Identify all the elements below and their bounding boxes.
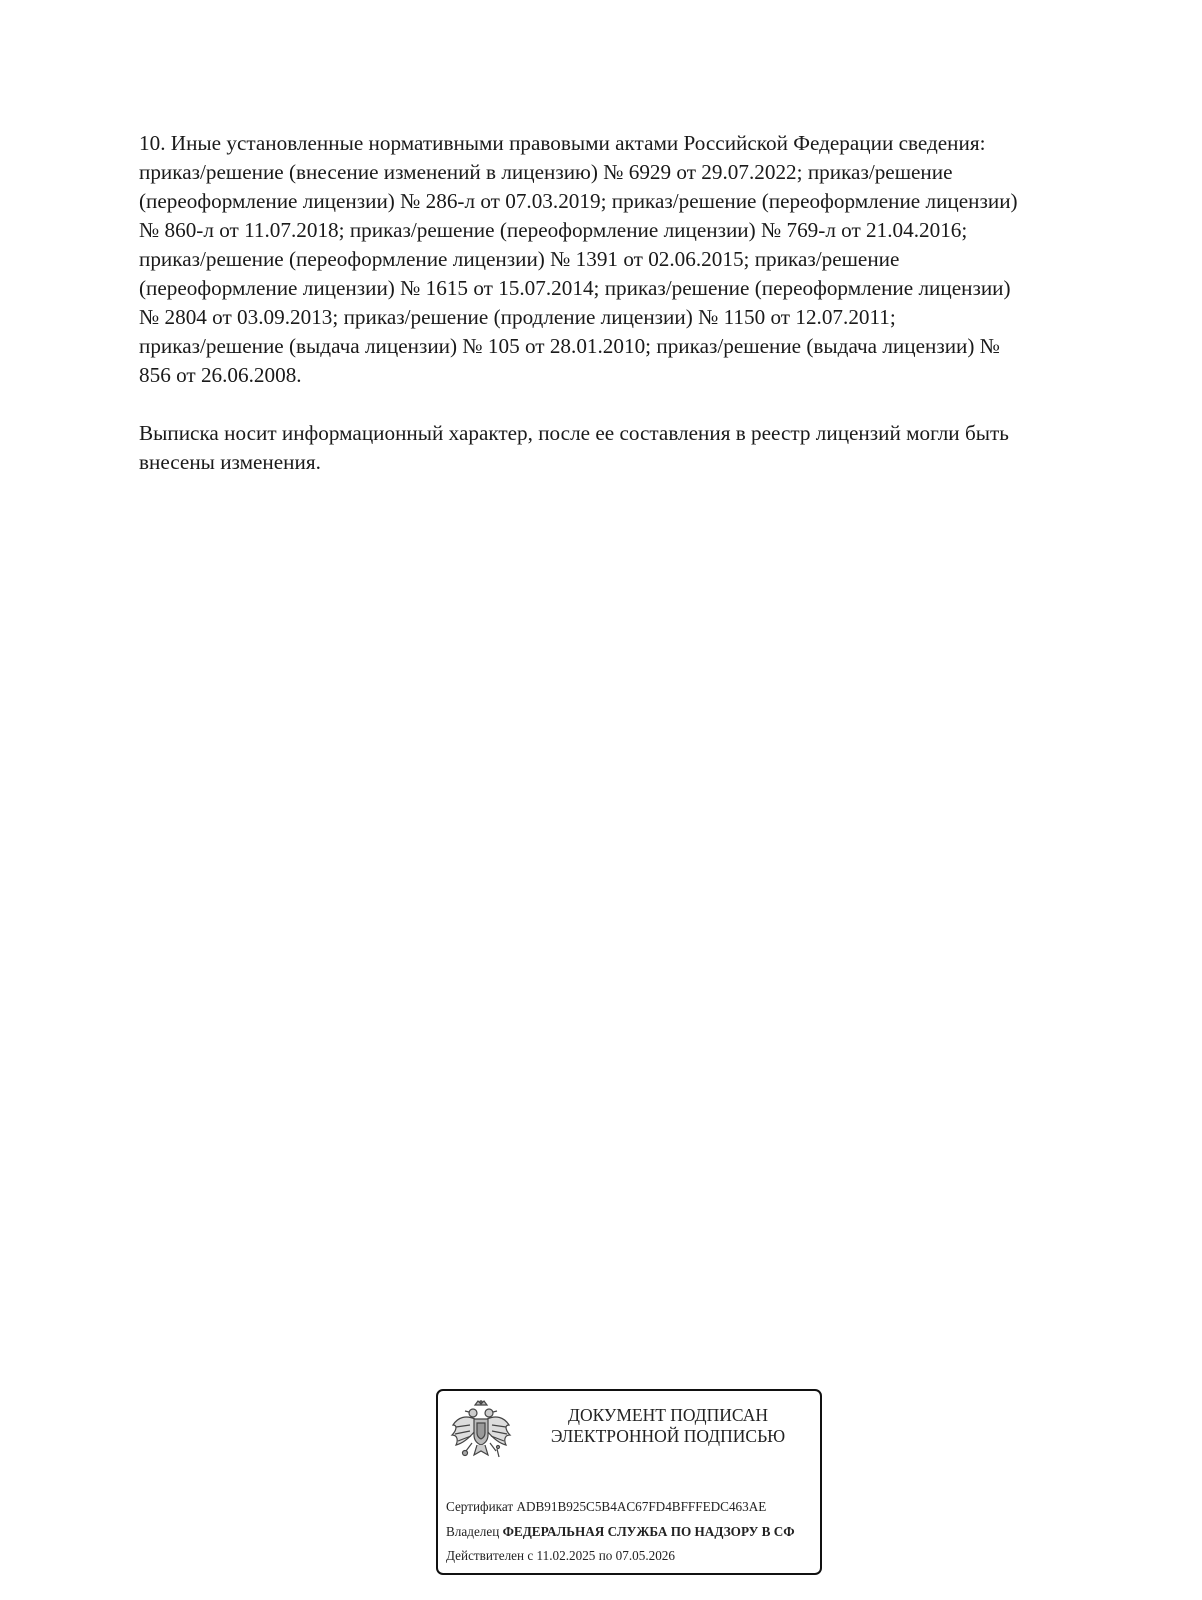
document-body	[139, 129, 1124, 477]
section-10-line: приказ/решение (выдача лицензии) № 105 от 28.01.2010; приказ/решение (выдача лицензии) №	[139, 334, 1000, 358]
stamp-title	[530, 1405, 806, 1447]
section-10-line: 10. Иные установленные нормативными правовыми актами Российской Федерации сведения:	[139, 131, 986, 155]
owner-line	[446, 1524, 795, 1540]
section-10-line: (переоформление лицензии) № 286-л от 07.03.2019; приказ/решение (переоформление лицензии)	[139, 189, 1018, 213]
section-10-line: приказ/решение (внесение изменений в лицензию) № 6929 от 29.07.2022; приказ/решение	[139, 160, 953, 184]
validity-to-label: по	[598, 1548, 613, 1563]
section-10-line: 856 от 26.06.2008.	[139, 363, 302, 387]
valid-to-date: 07.05.2026	[615, 1548, 675, 1563]
certificate-label: Сертификат	[446, 1499, 514, 1514]
section-10-paragraph	[139, 129, 1124, 390]
notice-line: внесены изменения.	[139, 450, 321, 474]
certificate-line	[446, 1499, 766, 1515]
section-10-line: приказ/решение (переоформление лицензии) № 1391 от 02.06.2015; приказ/решение	[139, 247, 900, 271]
validity-line	[446, 1548, 675, 1564]
notice-line: Выписка носит информационный характер, после ее составления в реестр лицензий могли быть	[139, 421, 1009, 445]
valid-from-date: 11.02.2025	[536, 1548, 596, 1563]
notice-paragraph	[139, 419, 1124, 477]
owner-label: Владелец	[446, 1524, 500, 1539]
russian-coat-of-arms-icon	[448, 1399, 514, 1465]
validity-label: Действителен с	[446, 1548, 534, 1563]
stamp-title-line: ЭЛЕКТРОННОЙ ПОДПИСЬЮ	[550, 1426, 786, 1446]
section-10-line: № 2804 от 03.09.2013; приказ/решение (продление лицензии) № 1150 от 12.07.2011;	[139, 305, 896, 329]
section-10-line: № 860-л от 11.07.2018; приказ/решение (переоформление лицензии) № 769-л от 21.04.2016;	[139, 218, 968, 242]
section-10-line: (переоформление лицензии) № 1615 от 15.07.2014; приказ/решение (переоформление лицензии)	[139, 276, 1011, 300]
stamp-title-line: ДОКУМЕНТ ПОДПИСАН	[568, 1405, 768, 1425]
certificate-value: ADB91B925C5B4AC67FD4BFFFEDC463AE	[516, 1499, 767, 1514]
paragraph-spacer	[139, 390, 1124, 419]
owner-value: ФЕДЕРАЛЬНАЯ СЛУЖБА ПО НАДЗОРУ В СФ	[502, 1524, 795, 1539]
electronic-signature-stamp	[436, 1389, 822, 1575]
